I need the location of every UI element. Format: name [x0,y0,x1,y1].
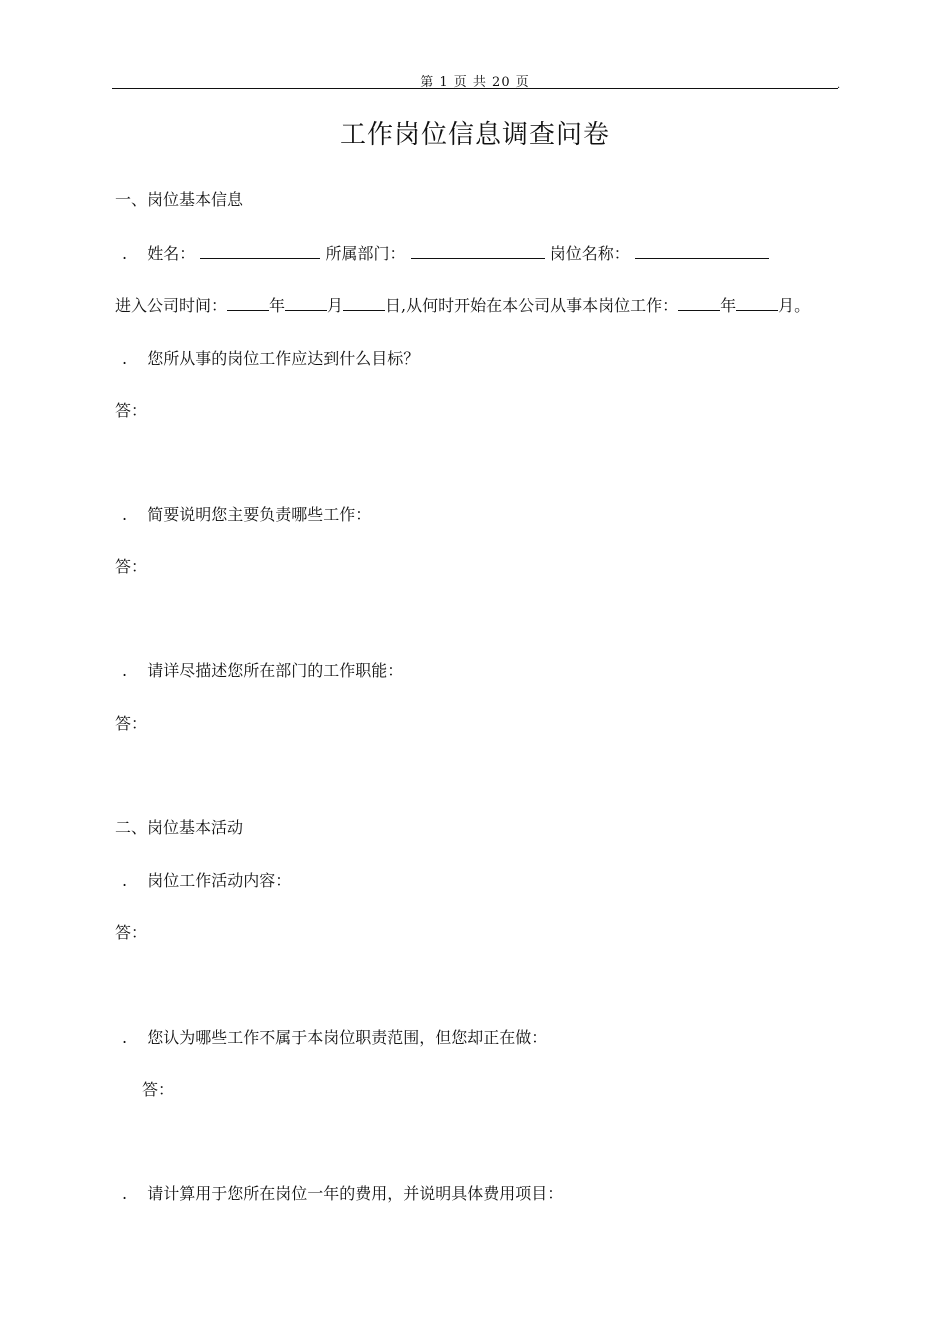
question-activities [122,868,291,891]
bullet: . [122,505,128,524]
date-line [115,293,810,316]
position-label: 岗位名称： [549,244,630,263]
section-heading-basic-info: 一、岗位基本信息 [115,190,244,209]
bullet: . [122,1028,128,1047]
position-blank[interactable] [635,244,769,259]
answer-label: 答： [142,1080,175,1099]
month-end-label: 月。 [778,296,811,315]
answer-label: 答： [115,401,148,420]
year2-label: 年 [720,296,737,315]
day-label: 日,从何时开始在本公司从事本岗位工作： [385,296,679,315]
start-year-blank[interactable] [678,296,720,311]
bullet: . [122,1184,128,1203]
question-text: 您认为哪些工作不属于本岗位职责范围，但您却正在做： [147,1028,548,1047]
name-blank[interactable] [200,244,320,259]
answer-label: 答： [115,714,148,733]
join-month-blank[interactable] [285,296,327,311]
join-date-label: 进入公司时间： [115,296,228,315]
question-responsibilities [122,502,371,525]
year-label: 年 [269,296,286,315]
question-text: 您所从事的岗位工作应达到什么目标？ [147,349,420,368]
question-out-of-scope [122,1025,547,1048]
dept-blank[interactable] [411,244,545,259]
name-label: 姓名： [147,244,196,263]
bullet: . [122,661,128,680]
question-annual-cost [122,1181,563,1204]
question-text: 简要说明您主要负责哪些工作： [147,505,372,524]
question-text: 请计算用于您所在岗位一年的费用，并说明具体费用项目： [147,1184,564,1203]
question-department-functions [122,658,403,681]
bullet: . [122,244,128,263]
answer-label: 答： [115,923,148,942]
question-goal [122,346,419,369]
join-year-blank[interactable] [227,296,269,311]
bullet: . [122,349,128,368]
question-text: 岗位工作活动内容： [147,871,292,890]
header-dot: . [837,80,841,91]
dept-label: 所属部门： [325,244,406,263]
document-title: 工作岗位信息调查问卷 [339,120,610,150]
answer-label: 答： [115,557,148,576]
basic-info-line [122,241,769,264]
month-label: 月 [327,296,344,315]
bullet: . [122,871,128,890]
start-month-blank[interactable] [736,296,778,311]
page-header-info: 第 1 页 共 20 页 [420,75,530,90]
join-day-blank[interactable] [343,296,385,311]
header-rule [112,88,838,89]
question-text: 请详尽描述您所在部门的工作职能： [147,661,404,680]
section-heading-basic-activities: 二、岗位基本活动 [115,818,244,837]
